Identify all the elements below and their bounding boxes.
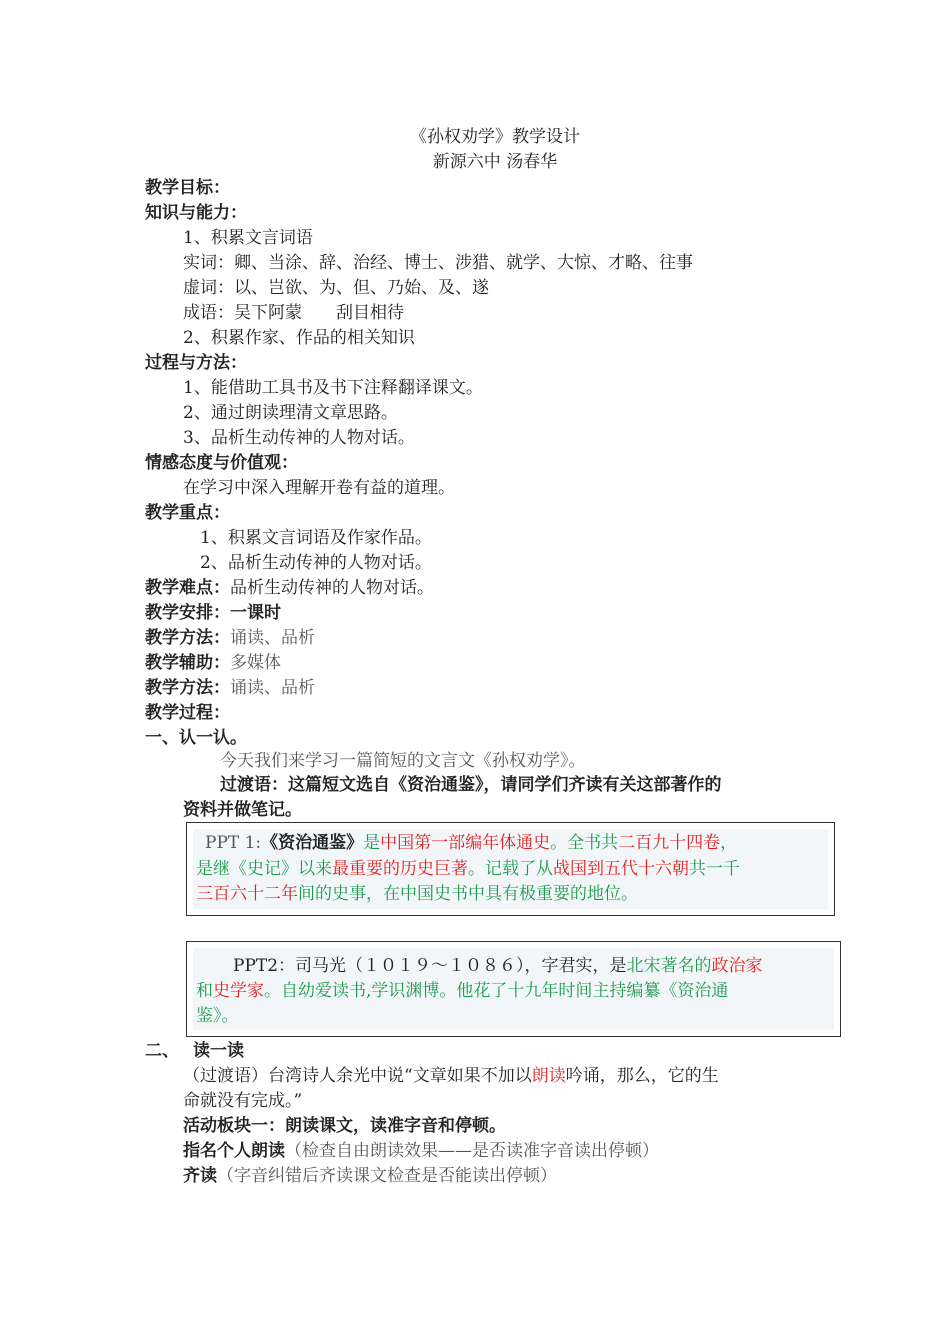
method2-label: 教学方法： bbox=[145, 678, 230, 698]
process-item: 2、通过朗读理清文章思路。 bbox=[183, 403, 398, 423]
schedule-label: 教学安排： bbox=[145, 603, 230, 623]
process-heading: 过程与方法： bbox=[145, 353, 247, 373]
section2-number: 二、 bbox=[145, 1041, 179, 1061]
ppt2-highlight: 政治家 bbox=[711, 956, 763, 976]
method-text: 诵读、品析 bbox=[230, 628, 315, 648]
ppt1-highlight: 战国到五代十六朝 bbox=[553, 859, 689, 879]
ppt2-line-2 bbox=[196, 979, 728, 1004]
aid-row bbox=[145, 651, 281, 676]
section1-transition: 过渡语：这篇短文选自《资治通鉴》，请同学们齐读有关这部著作的 bbox=[220, 775, 722, 795]
section2-intro-text: （过渡语）台湾诗人余光中说“文章如果不加以 bbox=[183, 1066, 532, 1086]
schedule-row bbox=[145, 601, 281, 626]
ppt1-highlight: 中国第一部编年体通史 bbox=[380, 833, 551, 853]
ppt1-line-3 bbox=[196, 882, 638, 907]
ppt1-book-name: 《资治通鉴》 bbox=[261, 833, 364, 853]
ppt1-text: 间的史事，在中国史书中具有极重要的地位。 bbox=[298, 884, 638, 904]
method2-text: 诵读、品析 bbox=[230, 678, 315, 698]
key-item: 1、积累文言词语及作家作品。 bbox=[200, 528, 432, 548]
knowledge-item: 成语：吴下阿蒙 刮目相待 bbox=[183, 303, 404, 323]
key-heading: 教学重点： bbox=[145, 503, 230, 523]
ppt1-highlight: 最重要的历史巨著 bbox=[332, 859, 468, 879]
difficult-row bbox=[145, 576, 434, 601]
emotion-text: 在学习中深入理解开卷有益的道理。 bbox=[183, 478, 455, 498]
section2-intro-cont: 命就没有完成。” bbox=[183, 1091, 303, 1111]
ppt1-highlight: 三百六十二年 bbox=[196, 884, 298, 904]
ppt1-text: 共一千 bbox=[689, 859, 740, 879]
method-row bbox=[145, 626, 315, 651]
ppt1-text: 。记载了从 bbox=[468, 859, 553, 879]
ppt2-text: PPT2：司马光（１０１９～１０８６），字君实，是 bbox=[233, 956, 627, 976]
aid-label: 教学辅助： bbox=[145, 653, 230, 673]
section1-heading: 一、认一认。 bbox=[145, 728, 247, 748]
individual-reading-label: 指名个人朗读 bbox=[183, 1141, 285, 1161]
ppt2-text: 鉴》。 bbox=[196, 1006, 239, 1026]
document-author: 新源六中 汤春华 bbox=[432, 152, 558, 172]
section2-title: 读一读 bbox=[193, 1041, 244, 1061]
process-item: 1、能借助工具书及书下注释翻译课文。 bbox=[183, 378, 483, 398]
knowledge-item: 实词：卿、当涂、辞、治经、博士、涉猎、就学、大惊、才略、往事 bbox=[183, 253, 693, 273]
group-reading-text: （字音纠错后齐读课文检查是否能读出停顿） bbox=[217, 1166, 557, 1186]
ppt1-label: PPT 1: bbox=[205, 833, 262, 853]
ppt2-line-1 bbox=[233, 954, 763, 979]
ppt1-box bbox=[186, 822, 835, 916]
ppt1-text: 是继《史记》以来 bbox=[196, 859, 332, 879]
method2-row bbox=[145, 676, 315, 701]
difficult-label: 教学难点： bbox=[145, 578, 230, 598]
difficult-text: 品析生动传神的人物对话。 bbox=[230, 578, 434, 598]
ppt1-text: 是 bbox=[363, 833, 381, 853]
ppt1-line-1 bbox=[205, 831, 737, 856]
individual-reading-text: （检查自由朗读效果——是否读准字音读出停顿） bbox=[285, 1141, 659, 1161]
individual-reading-row bbox=[183, 1139, 659, 1164]
ppt1-text: ， bbox=[720, 833, 738, 853]
ppt2-text: 。自幼爱读书,学识渊博。他花了十九年时间主持编纂《资治通 bbox=[264, 981, 729, 1001]
section1-intro: 今天我们来学习一篇简短的文言文《孙权劝学》。 bbox=[220, 751, 586, 771]
ppt1-line-2 bbox=[196, 857, 740, 882]
section2-intro bbox=[183, 1064, 719, 1089]
knowledge-item: 虚词：以、岂欲、为、但、乃始、及、遂 bbox=[183, 278, 489, 298]
ppt2-highlight: 北宋著名的 bbox=[626, 956, 712, 976]
aid-text: 多媒体 bbox=[230, 653, 281, 673]
ppt2-text: 和 bbox=[196, 981, 213, 1001]
group-reading-label: 齐读 bbox=[183, 1166, 217, 1186]
ppt2-box bbox=[186, 941, 841, 1037]
process-item: 3、品析生动传神的人物对话。 bbox=[183, 428, 415, 448]
section2-intro-text: 吟诵，那么，它的生 bbox=[565, 1066, 719, 1086]
procedure-heading: 教学过程： bbox=[145, 703, 230, 723]
ppt1-text: 。全书共 bbox=[550, 833, 619, 853]
knowledge-item: 1、积累文言词语 bbox=[183, 228, 313, 248]
knowledge-heading: 知识与能力： bbox=[145, 203, 247, 223]
document-title: 《孙权劝学》教学设计 bbox=[410, 127, 580, 147]
emotion-heading: 情感态度与价值观： bbox=[145, 453, 298, 473]
knowledge-item: 2、积累作家、作品的相关知识 bbox=[183, 328, 415, 348]
activity-heading: 活动板块一：朗读课文，读准字音和停顿。 bbox=[183, 1116, 506, 1136]
section2-intro-highlight: 朗读 bbox=[531, 1066, 566, 1086]
ppt1-highlight: 二百九十四卷 bbox=[618, 833, 721, 853]
method-label: 教学方法： bbox=[145, 628, 230, 648]
schedule-text: 一课时 bbox=[230, 603, 281, 623]
goals-heading: 教学目标： bbox=[145, 178, 230, 198]
ppt2-line-3 bbox=[196, 1004, 239, 1029]
ppt2-highlight: 史学家 bbox=[213, 981, 264, 1001]
section1-transition-cont: 资料并做笔记。 bbox=[183, 800, 302, 820]
key-item: 2、品析生动传神的人物对话。 bbox=[200, 553, 432, 573]
group-reading-row bbox=[183, 1164, 557, 1189]
